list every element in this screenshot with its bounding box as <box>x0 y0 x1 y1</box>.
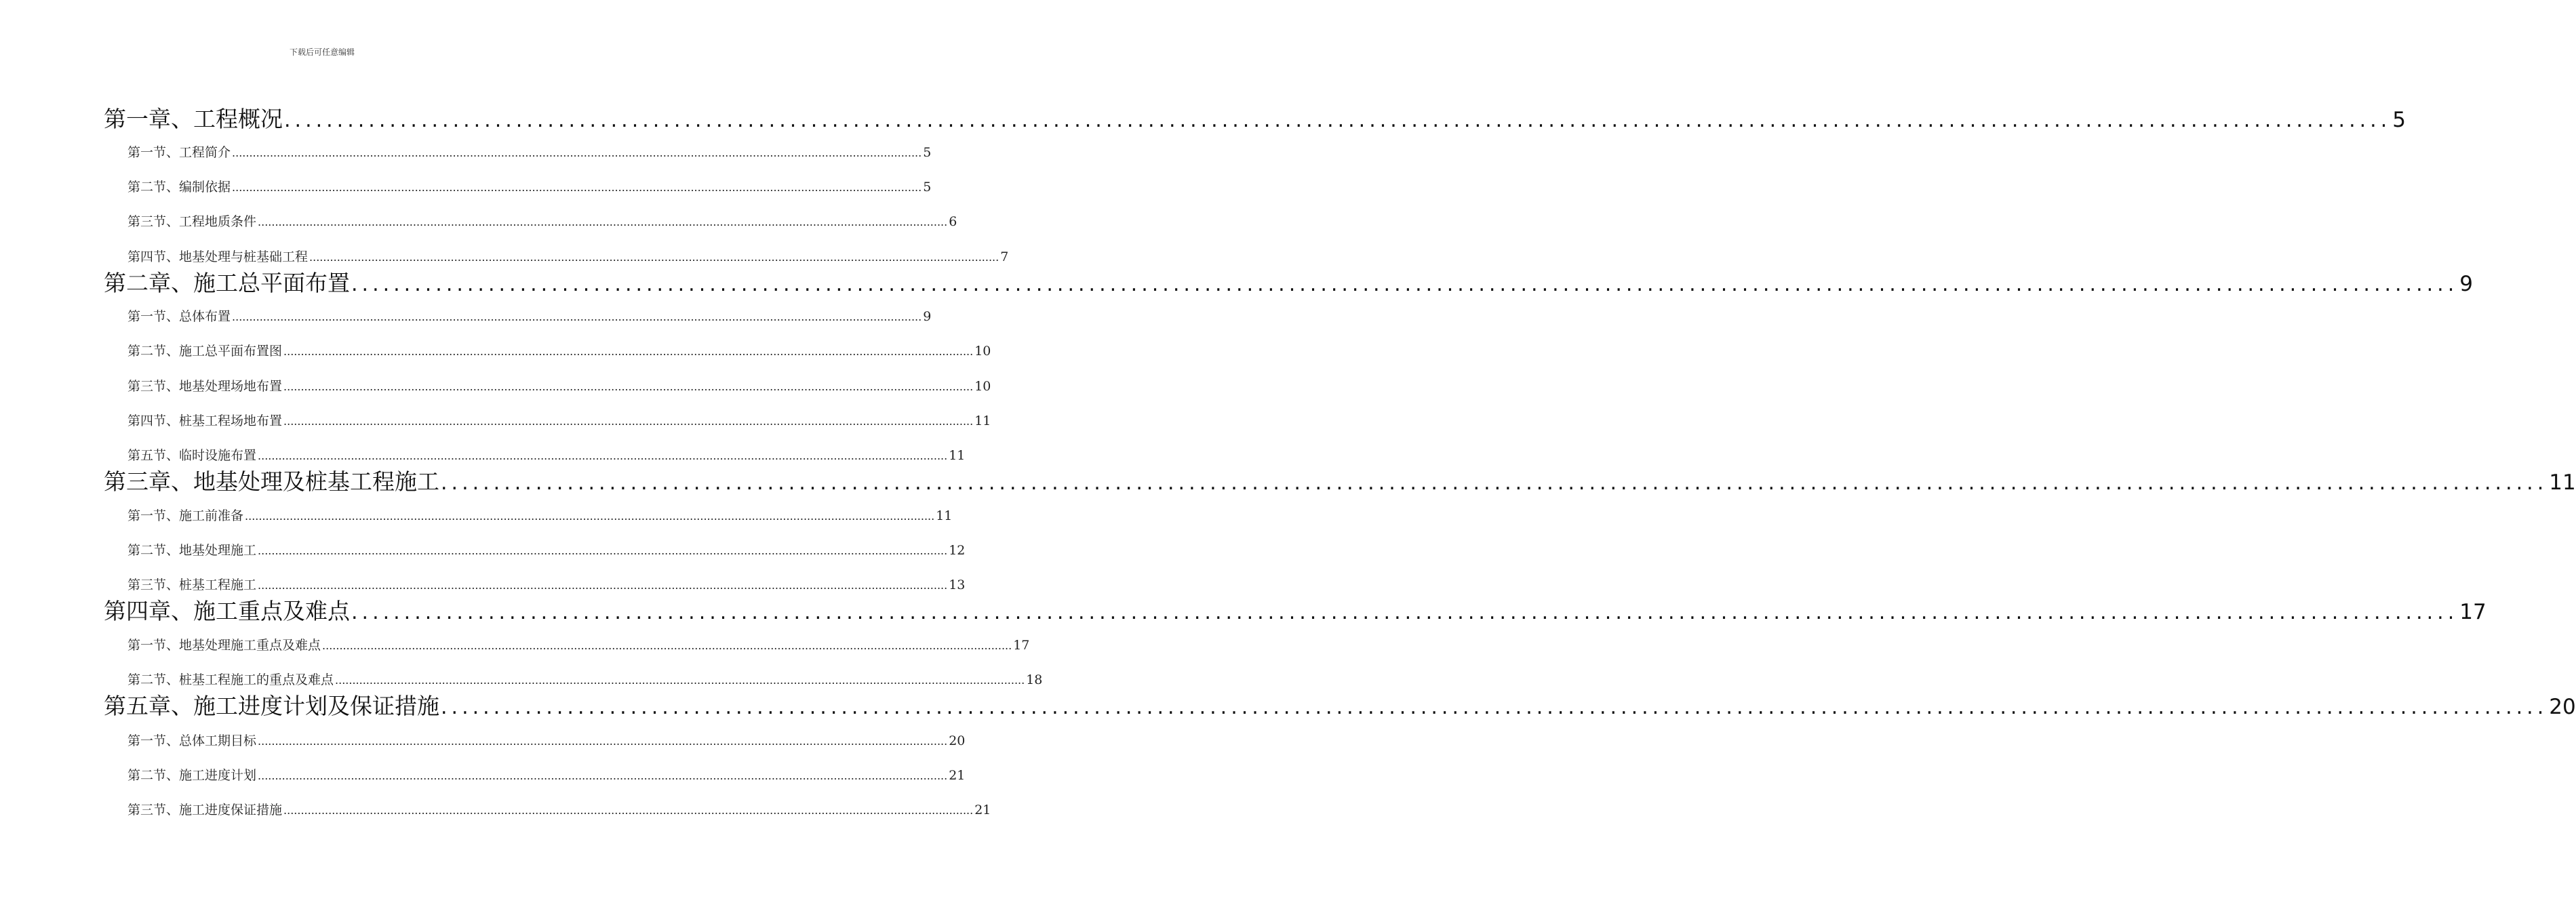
toc-leader: ........................................................................................................................................................................................................ <box>258 449 948 462</box>
toc-section[interactable] <box>127 575 966 594</box>
toc-section[interactable] <box>127 506 953 525</box>
toc-leader: ........................................................................................................................................................................................................ <box>232 146 922 159</box>
toc-leader: ........................................................................................................................................................................................................ <box>309 251 999 264</box>
toc-chapter-3[interactable] <box>104 464 2576 495</box>
toc-entry-page: 11 <box>2549 470 2576 495</box>
toc-entry-title: 第二章、施工总平面布置 <box>104 270 350 296</box>
toc-entry-page: 7 <box>1000 249 1009 264</box>
toc-leader: ........................................................................................................................................................................................................ <box>335 674 1025 687</box>
toc-entry-page: 9 <box>923 309 932 324</box>
toc-section[interactable] <box>127 731 966 750</box>
toc-leader: ........................................................................................................................................................................................................ <box>258 735 948 748</box>
toc-entry-title: 第三章、地基处理及桩基工程施工 <box>104 468 439 495</box>
toc-entry-title: 第五章、施工进度计划及保证措施 <box>104 693 439 719</box>
toc-section[interactable] <box>127 306 932 325</box>
toc-entry-title: 第二节、地基处理施工 <box>127 543 257 558</box>
toc-leader: ........................................................................................................................................................................................................ <box>283 415 974 428</box>
toc-leader: ........................................................................................................................................................................................................ <box>351 601 2459 624</box>
toc-leader: ........................................................................................................................................................................................................ <box>284 108 2392 132</box>
toc-entry-title: 第三节、地基处理场地布置 <box>127 379 283 394</box>
toc-section[interactable] <box>127 670 1043 689</box>
toc-entry-title: 第一节、总体工期目标 <box>127 733 257 748</box>
toc-entry-title: 第四章、施工重点及难点 <box>104 598 350 624</box>
toc-leader: ........................................................................................................................................................................................................ <box>441 695 2548 719</box>
toc-leader: ........................................................................................................................................................................................................ <box>258 579 948 592</box>
toc-section[interactable] <box>127 376 991 395</box>
toc-entry-page: 5 <box>2392 108 2406 132</box>
toc-entry-page: 11 <box>936 508 953 523</box>
toc-entry-title: 第一节、总体布置 <box>127 309 231 324</box>
toc-entry-page: 10 <box>974 344 991 359</box>
toc-section[interactable] <box>127 177 932 196</box>
toc-entry-title: 第一节、地基处理施工重点及难点 <box>127 638 321 653</box>
toc-entry-page: 11 <box>949 448 966 463</box>
toc-entry-page: 20 <box>949 733 966 748</box>
toc-section[interactable] <box>127 411 991 430</box>
toc-entry-title: 第二节、施工进度计划 <box>127 768 257 783</box>
toc-entry-page: 12 <box>949 543 966 558</box>
toc-leader: ........................................................................................................................................................................................................ <box>245 510 935 523</box>
toc-section[interactable] <box>127 445 966 464</box>
toc-entry-page: 6 <box>949 214 957 229</box>
toc-leader: ........................................................................................................................................................................................................ <box>258 216 948 228</box>
toc-section[interactable] <box>127 142 932 161</box>
toc-entry-title: 第一节、施工前准备 <box>127 508 244 523</box>
toc-entry-page: 5 <box>923 145 932 160</box>
toc-chapter-1[interactable] <box>104 102 2406 133</box>
toc-section[interactable] <box>127 800 991 819</box>
toc-section[interactable] <box>127 211 957 230</box>
toc-entry-title: 第一节、工程简介 <box>127 145 231 160</box>
toc-entry-page: 21 <box>949 768 966 783</box>
toc-entry-page: 9 <box>2459 272 2473 296</box>
toc-leader: ........................................................................................................................................................................................................ <box>232 181 922 194</box>
toc-entry-title: 第二节、桩基工程施工的重点及难点 <box>127 672 334 687</box>
toc-entry-title: 第五节、临时设施布置 <box>127 448 257 463</box>
toc-chapter-5[interactable] <box>104 689 2576 720</box>
toc-leader: ........................................................................................................................................................................................................ <box>351 272 2459 296</box>
toc-entry-title: 第四节、地基处理与桩基础工程 <box>127 249 309 264</box>
toc-leader: ........................................................................................................................................................................................................ <box>441 471 2548 495</box>
toc-section[interactable] <box>127 540 966 559</box>
toc-leader: ........................................................................................................................................................................................................ <box>283 345 974 358</box>
toc-leader: ........................................................................................................................................................................................................ <box>283 380 974 393</box>
toc-section[interactable] <box>127 247 1009 266</box>
toc-entry-title: 第二节、施工总平面布置图 <box>127 344 283 359</box>
toc-chapter-4[interactable] <box>104 594 2486 625</box>
toc-entry-title: 第一章、工程概况 <box>104 106 283 132</box>
toc-entry-page: 11 <box>974 413 991 428</box>
toc-entry-page: 21 <box>974 803 991 817</box>
toc-leader: ........................................................................................................................................................................................................ <box>283 804 974 817</box>
toc-section[interactable] <box>127 341 991 360</box>
toc-entry-page: 18 <box>1026 672 1043 687</box>
page-header: 下载后可任意编辑 <box>289 47 355 57</box>
toc-leader: ........................................................................................................................................................................................................ <box>258 544 948 557</box>
toc-leader: ........................................................................................................................................................................................................ <box>322 639 1012 652</box>
toc-entry-page: 5 <box>923 180 932 195</box>
toc-chapter-2[interactable] <box>104 266 2473 297</box>
toc-leader: ........................................................................................................................................................................................................ <box>258 769 948 782</box>
toc-entry-page: 10 <box>974 379 991 394</box>
toc-entry-page: 13 <box>949 578 966 592</box>
toc-entry-title: 第三节、桩基工程施工 <box>127 578 257 592</box>
toc-entry-title: 第三节、工程地质条件 <box>127 214 257 229</box>
toc-entry-title: 第二节、编制依据 <box>127 180 231 195</box>
toc-leader: ........................................................................................................................................................................................................ <box>232 310 922 323</box>
toc-section[interactable] <box>127 765 966 784</box>
toc-entry-title: 第四节、桩基工程场地布置 <box>127 413 283 428</box>
toc-entry-page: 17 <box>1013 638 1030 653</box>
toc-entry-title: 第三节、施工进度保证措施 <box>127 803 283 817</box>
toc-entry-page: 20 <box>2549 695 2576 719</box>
toc-entry-page: 17 <box>2459 600 2486 624</box>
toc-section[interactable] <box>127 635 1030 654</box>
